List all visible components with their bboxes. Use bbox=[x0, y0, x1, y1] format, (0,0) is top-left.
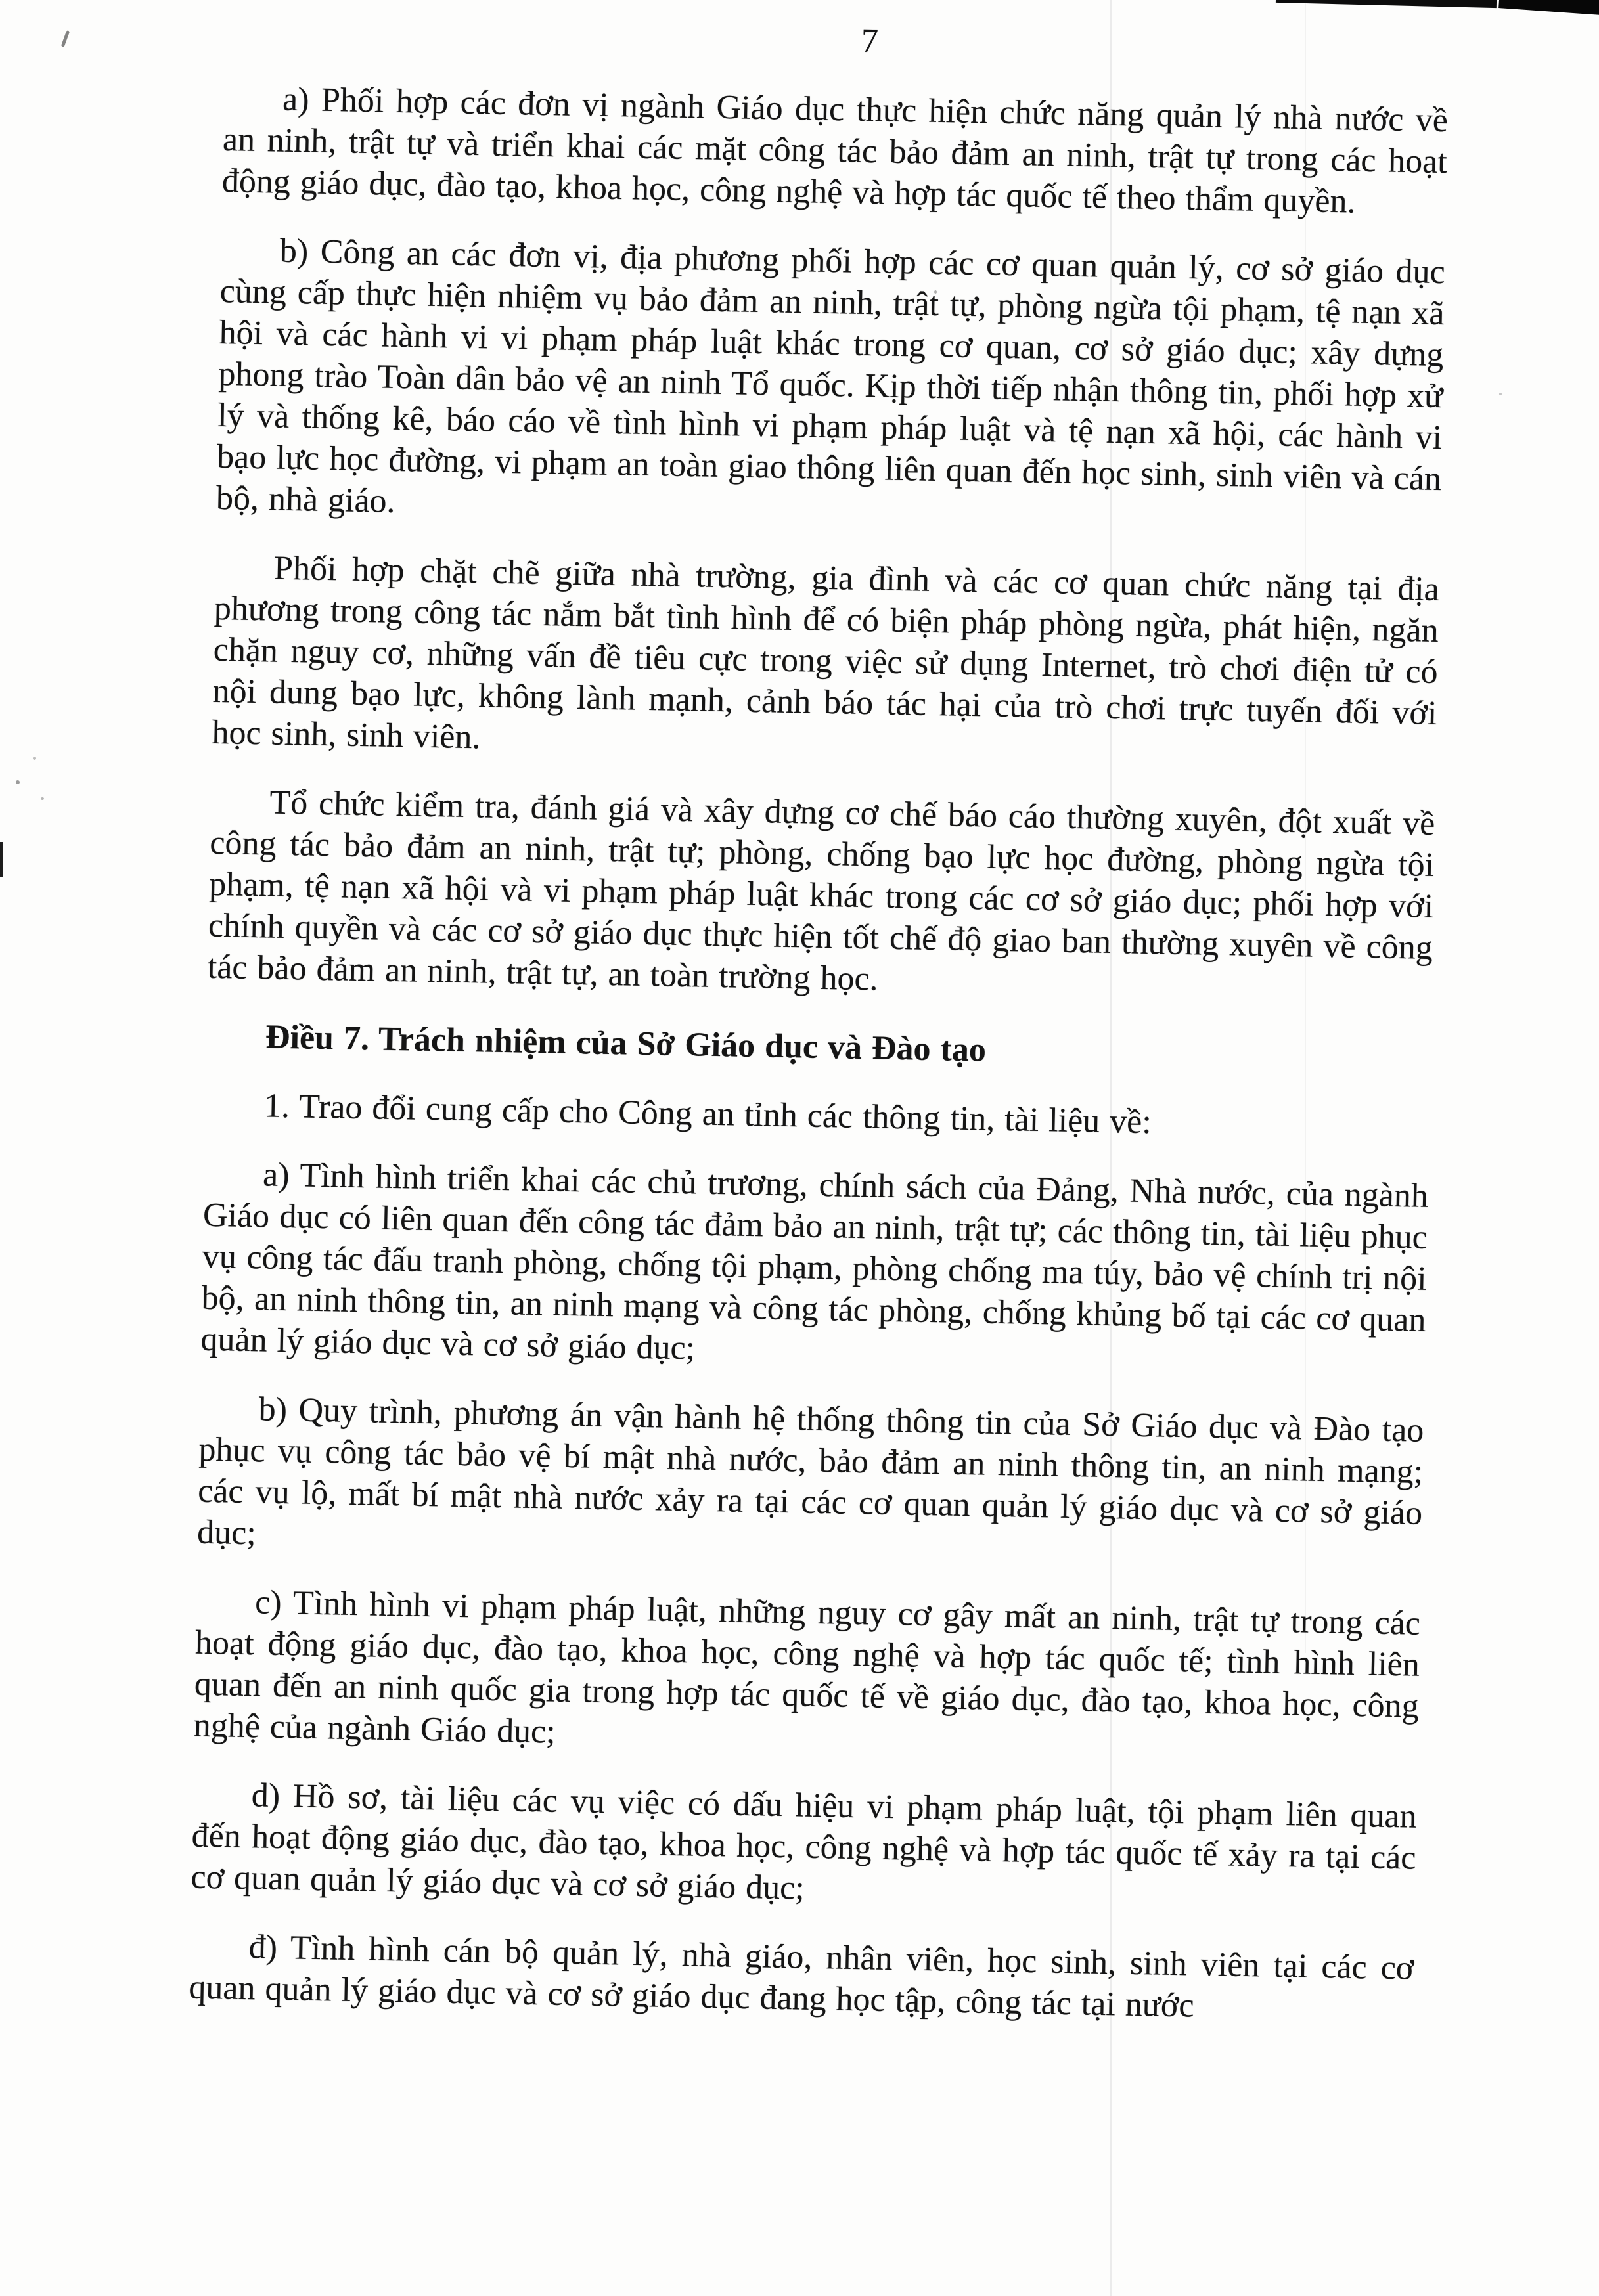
paragraph-point-c-article7: c) Tình hình vi phạm pháp luật, những nguy cơ gây mất an ninh, trật tự trong các hoạt động giáo dục, đào tạo, khoa học, công nghệ và hợp tác quốc tế; tình hình liên quan đến an ninh quốc gia trong hợp tác quốc tế về giáo dục, đào tạo, khoa học, công nghệ của ngành Giáo dục; bbox=[193, 1583, 1421, 1751]
page-number: 7 bbox=[861, 22, 879, 60]
paragraph-point-a-article6: a) Phối hợp các đơn vị ngành Giáo dục thực hiện chức năng quản lý nhà nước về an ninh, trật tự và triển khai các mặt công tác bảo đảm an ninh, trật tự trong các hoạt động giáo dục, đào tạo, khoa học, công nghệ và hợp tác quốc tế theo thẩm quyền. bbox=[221, 80, 1449, 221]
paragraph-point-d-article7: d) Hồ sơ, tài liệu các vụ việc có dấu hiệu vi phạm pháp luật, tội phạm liên quan đến hoạt động giáo dục, đào tạo, khoa học, công nghệ và hợp tác quốc tế xảy ra tại các cơ quan quản lý giáo dục và cơ sở giáo dục; bbox=[191, 1777, 1418, 1907]
paragraph-point-b-article6: b) Công an các đơn vị, địa phương phối hợp các cơ quan quản lý, cơ sở giáo dục cùng cấp thực hiện nhiệm vụ bảo đảm an ninh, trật tự, phòng ngừa tội phạm, tệ nạn xã hội và các hành vi vi phạm pháp luật khác trong cơ quan, cơ sở giáo dục; xây dựng phong trào Toàn dân bảo vệ an ninh Tổ quốc. Kịp thời tiếp nhận thông tin, phối hợp xử lý và thống kê, báo cáo về tình hình vi phạm pháp luật và tệ nạn xã hội, các hành vi bạo lực học đường, vi phạm an toàn giao thông liên quan đến học sinh, sinh viên và cán bộ, nhà giáo. bbox=[215, 232, 1446, 520]
paragraph-point-a-article7: a) Tình hình triển khai các chủ trương, chính sách của Đảng, Nhà nước, của ngành Giáo dục có liên quan đến công tác đảm bảo an ninh, trật tự; các thông tin, tài liệu phục vụ công tác đấu tranh phòng, chống tội phạm, phòng chống ma túy, bảo vệ chính trị nội bộ, an ninh thông tin, an ninh mạng và công tác phòng, chống khủng bố tại các cơ quan quản lý giáo dục và cơ sở giáo dục; bbox=[200, 1156, 1429, 1367]
paragraph-point-b-article7: b) Quy trình, phương án vận hành hệ thống thông tin của Sở Giáo dục và Đào tạo phục vụ công tác bảo vệ bí mật nhà nước, bảo đảm an ninh thông tin, an ninh mạng; các vụ lộ, mất bí mật nhà nước xảy ra tại các cơ quan quản lý giáo dục và cơ sở giáo dục; bbox=[196, 1390, 1424, 1553]
paragraph-item-1: 1. Trao đổi cung cấp cho Công an tỉnh các thông tin, tài liệu về: bbox=[263, 1087, 1152, 1141]
paragraph-coordination-schools-families: Phối hợp chặt chẽ giữa nhà trường, gia đình và các cơ quan chức năng tại địa phương trong công tác nắm bắt tình hình để có biện pháp phòng ngừa, phát hiện, ngăn chặn nguy cơ, những vấn đề tiêu cực trong việc sử dụng Internet, trò chơi điện tử có nội dung bạo lực, không lành mạnh, cảnh báo tác hại của trò chơi trực tuyến đối với học sinh, sinh viên. bbox=[211, 549, 1440, 757]
paragraph-inspection-reporting: Tổ chức kiểm tra, đánh giá và xây dựng cơ chế báo cáo thường xuyên, đột xuất về công tác bảo đảm an ninh, trật tự; phòng, chống bạo lực học đường, phòng ngừa tội phạm, tệ nạn xã hội và vi phạm pháp luật khác trong các cơ sở giáo dục; phối hợp với chính quyền và các cơ sở giáo dục thực hiện tốt chế độ giao ban thường xuyên về công tác bảo đảm an ninh, trật tự, an toàn trường học. bbox=[207, 784, 1435, 998]
scan-edge-artifact-top-right-1 bbox=[1276, 0, 1497, 8]
article-7-heading: Điều 7. Trách nhiệm của Sở Giáo dục và Đào tạo bbox=[265, 1018, 987, 1069]
paragraph-point-dd-article7: đ) Tình hình cán bộ quản lý, nhà giáo, nhân viên, học sinh, sinh viên tại các cơ quan quản lý giáo dục và cơ sở giáo dục đang học tập, công tác tại nước bbox=[188, 1928, 1414, 2025]
